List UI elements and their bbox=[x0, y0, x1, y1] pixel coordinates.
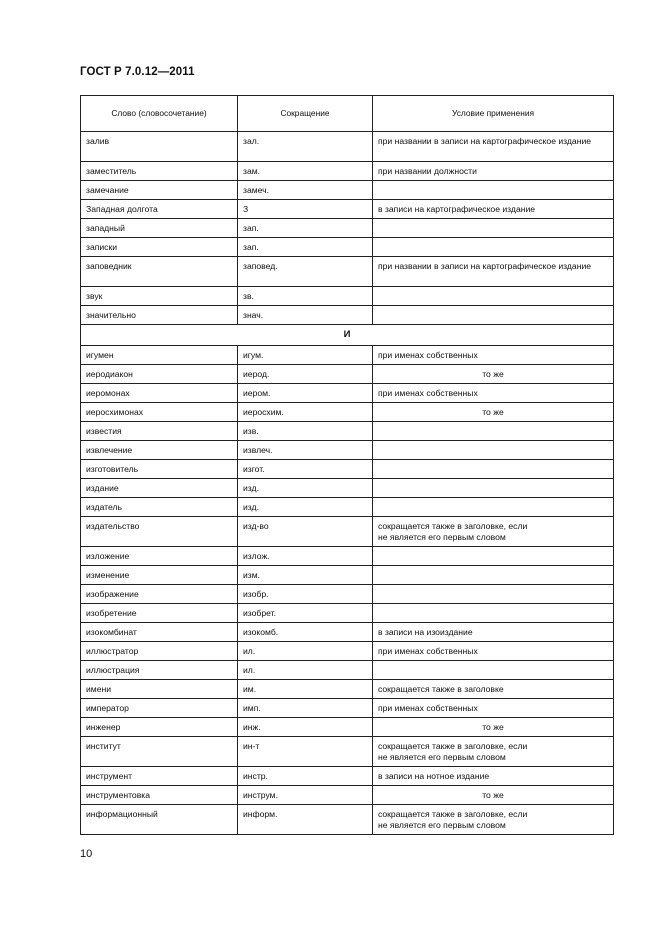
condition-cell: то же bbox=[373, 786, 614, 805]
word-cell: известия bbox=[81, 422, 238, 441]
word-cell: иллюстрация bbox=[81, 661, 238, 680]
condition-line: сокращается также в заголовке, если bbox=[378, 521, 528, 531]
word-cell: изобретение bbox=[81, 604, 238, 623]
abbreviation-cell: знач. bbox=[238, 306, 373, 325]
table-row bbox=[81, 238, 614, 257]
word-cell: залив bbox=[81, 132, 238, 162]
table-row bbox=[81, 132, 614, 162]
condition-cell bbox=[373, 547, 614, 566]
abbreviation-cell: извлеч. bbox=[238, 441, 373, 460]
condition-cell: в записи на нотное издание bbox=[373, 767, 614, 786]
abbreviation-cell: З bbox=[238, 200, 373, 219]
table-row bbox=[81, 162, 614, 181]
word-cell: извлечение bbox=[81, 441, 238, 460]
abbreviation-cell: изобрет. bbox=[238, 604, 373, 623]
abbreviation-cell: зам. bbox=[238, 162, 373, 181]
word-cell: изложение bbox=[81, 547, 238, 566]
table-row bbox=[81, 287, 614, 306]
word-cell: замечание bbox=[81, 181, 238, 200]
table-row bbox=[81, 767, 614, 786]
word-cell: западный bbox=[81, 219, 238, 238]
word-cell: заповедник bbox=[81, 257, 238, 287]
section-row bbox=[81, 325, 614, 346]
table-row bbox=[81, 346, 614, 365]
condition-cell: при именах собственных bbox=[373, 642, 614, 661]
condition-cell: при именах собственных bbox=[373, 699, 614, 718]
condition-cell bbox=[373, 661, 614, 680]
word-cell: институт bbox=[81, 737, 238, 767]
abbreviation-cell: изм. bbox=[238, 566, 373, 585]
column-header-condition: Условие применения bbox=[373, 96, 614, 132]
column-header-abbreviation: Сокращение bbox=[238, 96, 373, 132]
table-row bbox=[81, 306, 614, 325]
condition-cell bbox=[373, 238, 614, 257]
table-row bbox=[81, 257, 614, 287]
condition-cell bbox=[373, 805, 614, 835]
section-letter: И bbox=[81, 325, 614, 346]
page-number: 10 bbox=[80, 848, 93, 860]
abbreviation-cell: иерод. bbox=[238, 365, 373, 384]
word-cell: записки bbox=[81, 238, 238, 257]
word-cell: игумен bbox=[81, 346, 238, 365]
table-row bbox=[81, 219, 614, 238]
table-row bbox=[81, 680, 614, 699]
abbreviation-cell: ин-т bbox=[238, 737, 373, 767]
word-cell: изокомбинат bbox=[81, 623, 238, 642]
abbreviations-table bbox=[80, 95, 614, 835]
word-cell: инструмент bbox=[81, 767, 238, 786]
condition-cell bbox=[373, 441, 614, 460]
condition-cell: то же bbox=[373, 718, 614, 737]
abbreviation-cell: инструм. bbox=[238, 786, 373, 805]
table-row bbox=[81, 737, 614, 767]
word-cell: иеромонах bbox=[81, 384, 238, 403]
table-row bbox=[81, 718, 614, 737]
condition-cell bbox=[373, 219, 614, 238]
table-row bbox=[81, 604, 614, 623]
abbreviation-cell: инж. bbox=[238, 718, 373, 737]
table-row bbox=[81, 805, 614, 835]
abbreviation-cell: изд. bbox=[238, 498, 373, 517]
word-cell: издание bbox=[81, 479, 238, 498]
condition-cell: сокращается также в заголовке bbox=[373, 680, 614, 699]
table-row bbox=[81, 200, 614, 219]
abbreviation-cell: излож. bbox=[238, 547, 373, 566]
condition-cell: при названии в записи на картографическое издание bbox=[373, 132, 614, 162]
abbreviation-cell: ил. bbox=[238, 661, 373, 680]
abbreviation-cell: зал. bbox=[238, 132, 373, 162]
abbreviation-cell: игум. bbox=[238, 346, 373, 365]
condition-cell bbox=[373, 517, 614, 547]
table-row bbox=[81, 498, 614, 517]
condition-cell bbox=[373, 604, 614, 623]
table-row bbox=[81, 181, 614, 200]
table-row bbox=[81, 365, 614, 384]
abbreviation-cell: иеросхим. bbox=[238, 403, 373, 422]
condition-cell: то же bbox=[373, 403, 614, 422]
condition-cell: при именах собственных bbox=[373, 384, 614, 403]
word-cell: иеросхимонах bbox=[81, 403, 238, 422]
condition-cell: в записи на картографическое издание bbox=[373, 200, 614, 219]
condition-cell bbox=[373, 498, 614, 517]
abbreviation-cell: информ. bbox=[238, 805, 373, 835]
table-row bbox=[81, 642, 614, 661]
condition-cell: при названии должности bbox=[373, 162, 614, 181]
table-row bbox=[81, 441, 614, 460]
condition-line: не является его первым словом bbox=[378, 751, 506, 762]
word-cell: изготовитель bbox=[81, 460, 238, 479]
table-row bbox=[81, 623, 614, 642]
table-row bbox=[81, 403, 614, 422]
abbreviation-cell: изгот. bbox=[238, 460, 373, 479]
table-row bbox=[81, 384, 614, 403]
abbreviation-cell: имп. bbox=[238, 699, 373, 718]
word-cell: изменение bbox=[81, 566, 238, 585]
word-cell: иеродиакон bbox=[81, 365, 238, 384]
condition-cell bbox=[373, 181, 614, 200]
word-cell: значительно bbox=[81, 306, 238, 325]
condition-cell bbox=[373, 460, 614, 479]
condition-cell: в записи на изоиздание bbox=[373, 623, 614, 642]
word-cell: изображение bbox=[81, 585, 238, 604]
word-cell: иллюстратор bbox=[81, 642, 238, 661]
word-cell: информационный bbox=[81, 805, 238, 835]
abbreviation-cell: ил. bbox=[238, 642, 373, 661]
word-cell: издательство bbox=[81, 517, 238, 547]
abbreviation-cell: изд-во bbox=[238, 517, 373, 547]
table-row bbox=[81, 422, 614, 441]
word-cell: заместитель bbox=[81, 162, 238, 181]
table-header-row bbox=[81, 96, 614, 132]
condition-cell bbox=[373, 287, 614, 306]
table-row bbox=[81, 661, 614, 680]
word-cell: инструментовка bbox=[81, 786, 238, 805]
word-cell: имени bbox=[81, 680, 238, 699]
condition-cell: при названии в записи на картографическое издание bbox=[373, 257, 614, 287]
table-row bbox=[81, 786, 614, 805]
abbreviation-cell: заповед. bbox=[238, 257, 373, 287]
abbreviation-cell: иером. bbox=[238, 384, 373, 403]
word-cell: издатель bbox=[81, 498, 238, 517]
condition-line: сокращается также в заголовке, если bbox=[378, 741, 528, 751]
table-row bbox=[81, 566, 614, 585]
abbreviation-cell: зап. bbox=[238, 238, 373, 257]
word-cell: звук bbox=[81, 287, 238, 306]
condition-cell bbox=[373, 737, 614, 767]
table-row bbox=[81, 585, 614, 604]
table-row bbox=[81, 547, 614, 566]
condition-cell: при именах собственных bbox=[373, 346, 614, 365]
abbreviation-cell: им. bbox=[238, 680, 373, 699]
condition-cell bbox=[373, 585, 614, 604]
condition-cell bbox=[373, 306, 614, 325]
abbreviation-cell: изобр. bbox=[238, 585, 373, 604]
condition-cell bbox=[373, 479, 614, 498]
condition-cell: то же bbox=[373, 365, 614, 384]
table-row bbox=[81, 517, 614, 547]
word-cell: император bbox=[81, 699, 238, 718]
abbreviation-cell: замеч. bbox=[238, 181, 373, 200]
abbreviation-cell: изокомб. bbox=[238, 623, 373, 642]
column-header-word: Слово (словосочетание) bbox=[81, 96, 238, 132]
abbreviation-cell: инстр. bbox=[238, 767, 373, 786]
abbreviation-cell: изд. bbox=[238, 479, 373, 498]
condition-line: сокращается также в заголовке, если bbox=[378, 809, 528, 819]
table-row bbox=[81, 460, 614, 479]
document-header: ГОСТ Р 7.0.12—2011 bbox=[80, 66, 195, 78]
condition-line: не является его первым словом bbox=[378, 531, 506, 542]
condition-line: не является его первым словом bbox=[378, 819, 506, 830]
abbreviation-cell: изв. bbox=[238, 422, 373, 441]
condition-cell bbox=[373, 566, 614, 585]
word-cell: инженер bbox=[81, 718, 238, 737]
table-row bbox=[81, 479, 614, 498]
word-cell: Западная долгота bbox=[81, 200, 238, 219]
table-row bbox=[81, 699, 614, 718]
abbreviation-cell: зап. bbox=[238, 219, 373, 238]
abbreviation-cell: зв. bbox=[238, 287, 373, 306]
condition-cell bbox=[373, 422, 614, 441]
